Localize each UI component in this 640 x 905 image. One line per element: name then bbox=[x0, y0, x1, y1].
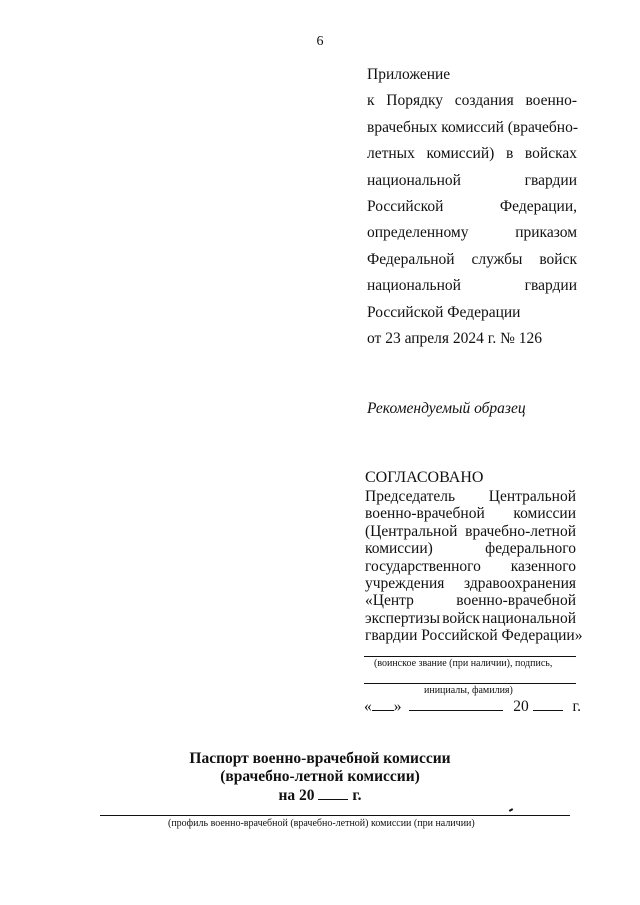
month-blank bbox=[409, 696, 503, 711]
agreed-line: (Центральной врачебно-летной bbox=[365, 522, 576, 540]
date-close-quote: » bbox=[393, 698, 402, 715]
appendix-line: к Порядку создания военно- bbox=[367, 92, 577, 110]
appendix-line: национальной гвардии bbox=[367, 277, 577, 295]
passport-year-blank bbox=[318, 785, 348, 800]
agreed-line: военно-врачебной комиссии bbox=[365, 505, 576, 523]
passport-title-line1: Паспорт военно-врачебной комиссии bbox=[189, 750, 451, 767]
scan-mark bbox=[509, 808, 513, 812]
appendix-line: Российской Федерации bbox=[367, 303, 521, 321]
name-caption: инициалы, фамилия) bbox=[424, 685, 513, 696]
appendix-line: летных комиссий) в войсках bbox=[367, 145, 577, 163]
agreed-line: учреждения здравоохранения bbox=[365, 574, 576, 592]
agreed-line: комиссии) федерального bbox=[365, 540, 576, 558]
agreed-line: «Центр военно-врачебной bbox=[365, 592, 576, 610]
appendix-line: национальной гвардии bbox=[367, 171, 577, 189]
profile-line bbox=[100, 815, 570, 816]
passport-year-suffix: г. bbox=[352, 787, 362, 804]
agreed-block bbox=[365, 468, 583, 645]
agreed-line: гвардии Российской Федерации» bbox=[365, 627, 583, 645]
page-number: 6 bbox=[316, 34, 324, 49]
name-line bbox=[364, 683, 576, 684]
date-line bbox=[364, 696, 581, 716]
appendix-line: Федеральной службы войск bbox=[367, 250, 577, 268]
signature-line bbox=[364, 656, 576, 657]
year-blank bbox=[533, 696, 563, 711]
appendix-line: Приложение bbox=[367, 66, 451, 83]
sample-label: Рекомендуемый образец bbox=[367, 400, 526, 417]
agreed-line: государственного казенного bbox=[365, 557, 576, 575]
passport-year-prefix: на 20 bbox=[278, 787, 315, 804]
appendix-line: врачебных комиссий (врачебно- bbox=[367, 118, 579, 136]
passport-title-line2: (врачебно-летной комиссии) bbox=[220, 768, 420, 785]
appendix-line: Российской Федерации, bbox=[367, 197, 577, 215]
agreed-heading: СОГЛАСОВАНО bbox=[365, 469, 484, 486]
date-suffix: г. bbox=[572, 698, 581, 715]
appendix-line: определенному приказом bbox=[367, 224, 577, 242]
rank-signature-caption: (воинское звание (при наличии), подпись, bbox=[374, 658, 553, 669]
profile-caption: (профиль военно-врачебной (врачебно-летной) комиссии (при наличии) bbox=[168, 818, 475, 829]
passport-year-line bbox=[0, 785, 640, 806]
day-blank bbox=[372, 696, 394, 711]
agreed-line: Председатель Центральной bbox=[365, 488, 576, 505]
agreed-line: экспертизы войск национальной bbox=[365, 609, 576, 627]
appendix-block bbox=[367, 62, 577, 352]
date-year-prefix: 20 bbox=[513, 698, 529, 715]
date-open-quote: « bbox=[364, 698, 372, 715]
appendix-line: от 23 апреля 2024 г. № 126 bbox=[367, 329, 543, 347]
